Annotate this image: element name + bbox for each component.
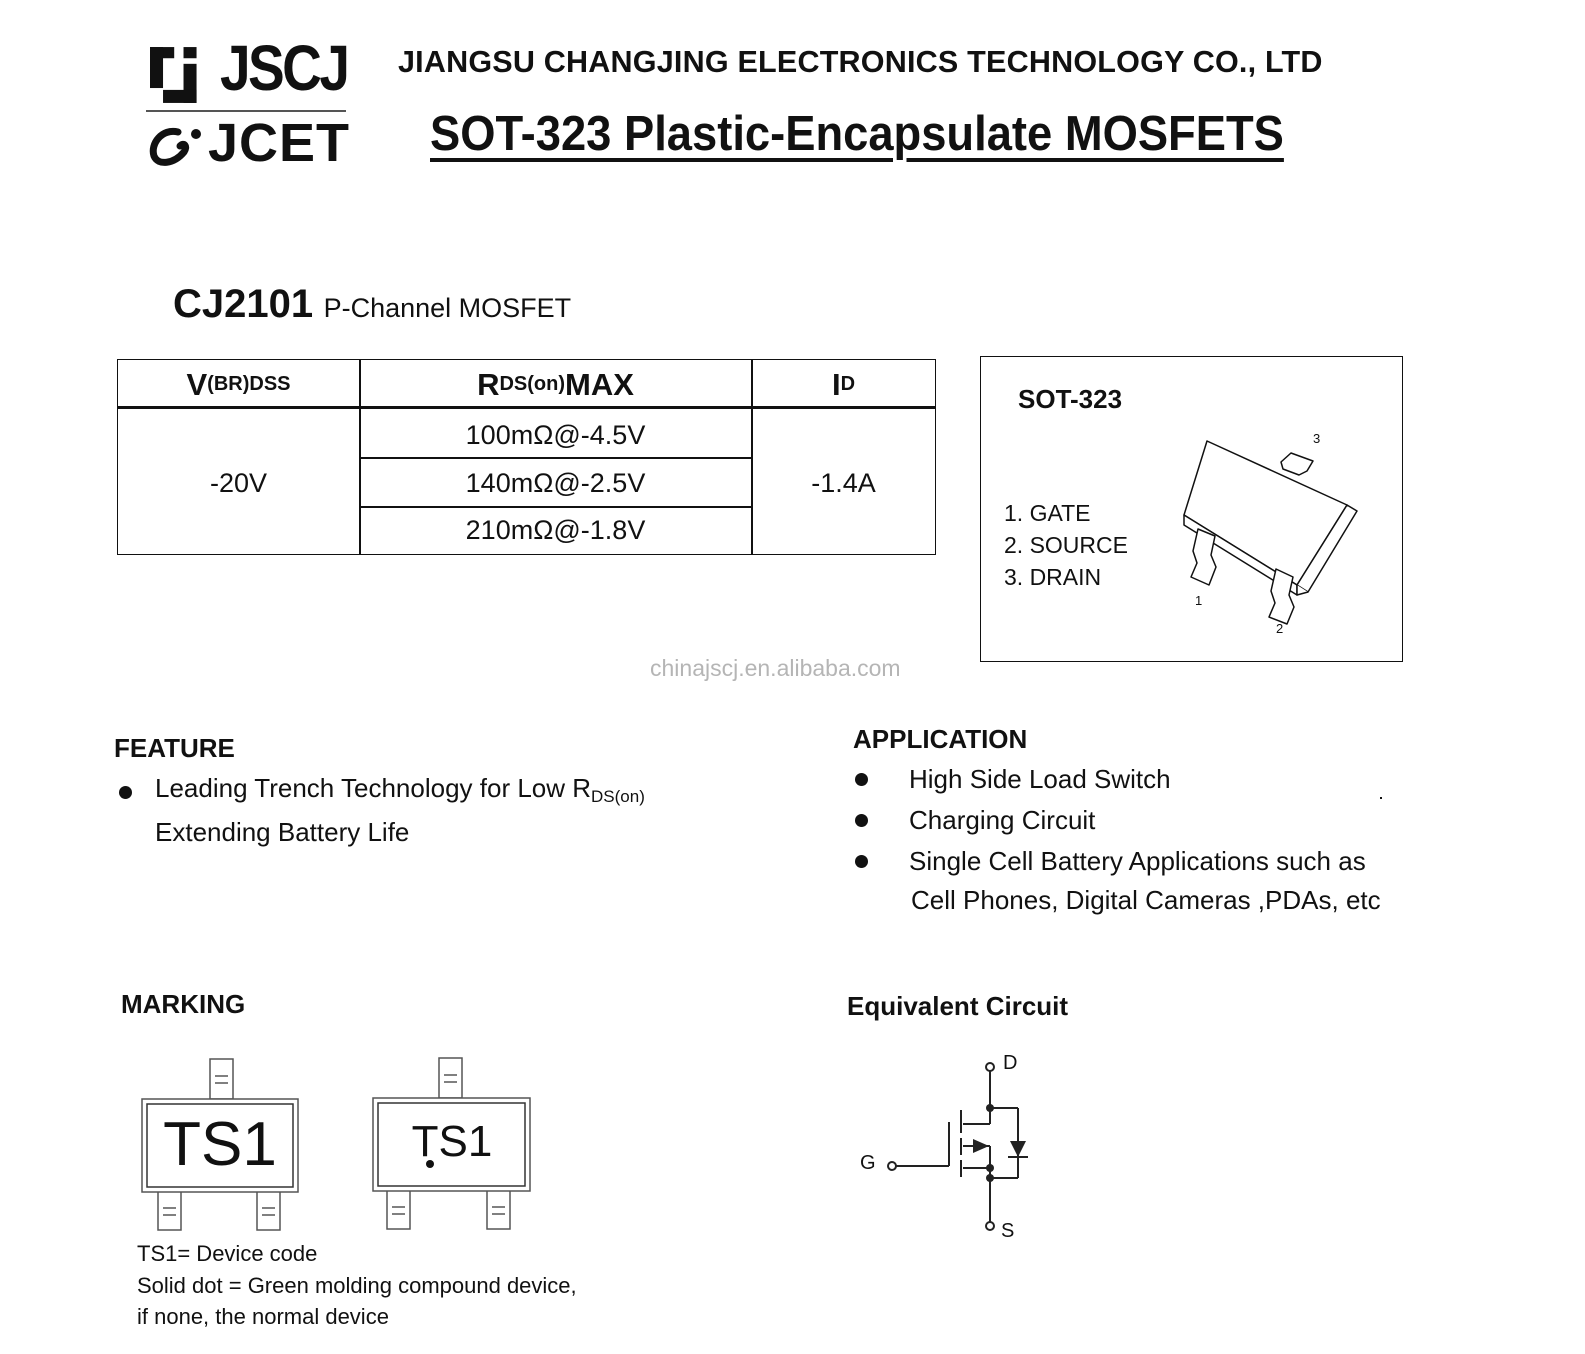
rdson-value: 100mΩ@-4.5V	[465, 420, 646, 450]
part-number: CJ2101	[173, 282, 314, 326]
feature-item-sub: DS(on)	[591, 787, 645, 806]
company-logo	[146, 32, 351, 173]
bullet-icon	[855, 855, 868, 868]
pin-list	[1004, 497, 1128, 593]
header-id	[752, 360, 935, 409]
rdson-value: 140mΩ@-2.5V	[465, 468, 646, 498]
marking-code: TS1	[411, 1117, 493, 1166]
feature-title: FEATURE	[114, 733, 235, 763]
circuit-title: Equivalent Circuit	[847, 991, 1069, 1021]
header-vbrdss-main: V	[186, 366, 208, 402]
logo-jscj-text: JSCJ	[220, 32, 348, 104]
sot323-package-drawing-icon	[1171, 427, 1371, 637]
spec-table	[117, 359, 936, 555]
part-type: P-Channel MOSFET	[323, 293, 572, 323]
pin-drain: 3. DRAIN	[1004, 564, 1102, 590]
pin-number-1: 1	[1195, 593, 1203, 608]
header-vbrdss-sub: (BR)DSS	[207, 373, 291, 395]
package-title: SOT-323	[1018, 384, 1123, 414]
marking-note: TS1= Device code	[137, 1241, 318, 1266]
rdson-value: 210mΩ@-1.8V	[465, 515, 646, 545]
part-heading	[173, 282, 571, 327]
package-box	[980, 356, 1403, 662]
drain-label: D	[1003, 1052, 1018, 1074]
pin-source: 2. SOURCE	[1004, 532, 1128, 558]
table-divider	[360, 457, 751, 459]
marking-note: if none, the normal device	[137, 1304, 389, 1329]
header-rdson-sub: DS(on)	[499, 373, 566, 395]
header-vbrdss	[118, 360, 359, 409]
source-label: S	[1001, 1220, 1015, 1242]
pin-gate: 1. GATE	[1004, 500, 1091, 526]
application-item: High Side Load Switch	[909, 764, 1171, 794]
bullet-icon	[855, 814, 868, 827]
document-title: SOT-323 Plastic-Encapsulate MOSFETS	[430, 107, 1284, 161]
marking-title: MARKING	[121, 989, 246, 1019]
application-item-continuation: Cell Phones, Digital Cameras ,PDAs, etc	[911, 885, 1381, 915]
header-id-sub: D	[840, 373, 856, 395]
feature-item: Extending Battery Life	[155, 817, 410, 847]
header-rdson	[360, 360, 751, 409]
application-item: Charging Circuit	[909, 805, 1096, 835]
application-item: Single Cell Battery Applications such as	[909, 846, 1366, 876]
header-id-main: I	[831, 366, 841, 402]
equivalent-circuit	[855, 1050, 1055, 1250]
company-name: JIANGSU CHANGJING ELECTRONICS TECHNOLOGY CO., LTD	[398, 44, 1323, 79]
logo-jscj	[146, 32, 348, 106]
marking-note: Solid dot = Green molding compound device,	[137, 1273, 577, 1298]
marking-package-green	[372, 1057, 532, 1232]
vbrdss-value: -20V	[209, 467, 268, 498]
pin-number-3: 3	[1313, 431, 1321, 446]
feature-item-text: Leading Trench Technology for Low R	[155, 773, 592, 803]
id-value: -1.4A	[811, 467, 876, 498]
application-title: APPLICATION	[853, 724, 1028, 754]
jscj-mark-icon	[150, 46, 204, 104]
header-rdson-main: R	[477, 366, 500, 402]
marking-code: TS1	[163, 1110, 277, 1179]
stray-dot	[1380, 797, 1382, 799]
watermark: chinajscj.en.alibaba.com	[650, 655, 901, 681]
logo-jcet-text: JCET	[208, 113, 351, 173]
marking-package-normal	[140, 1058, 300, 1233]
gate-label: G	[860, 1152, 876, 1174]
header-rdson-suffix: MAX	[565, 366, 634, 402]
feature-item	[155, 773, 645, 807]
logo-jcet	[146, 112, 351, 173]
bullet-icon	[119, 786, 132, 799]
jcet-swirl-icon	[148, 124, 206, 168]
p-channel-mosfet-schematic-icon	[855, 1050, 1055, 1250]
bullet-icon	[855, 773, 868, 786]
pin-number-2: 2	[1276, 621, 1284, 636]
